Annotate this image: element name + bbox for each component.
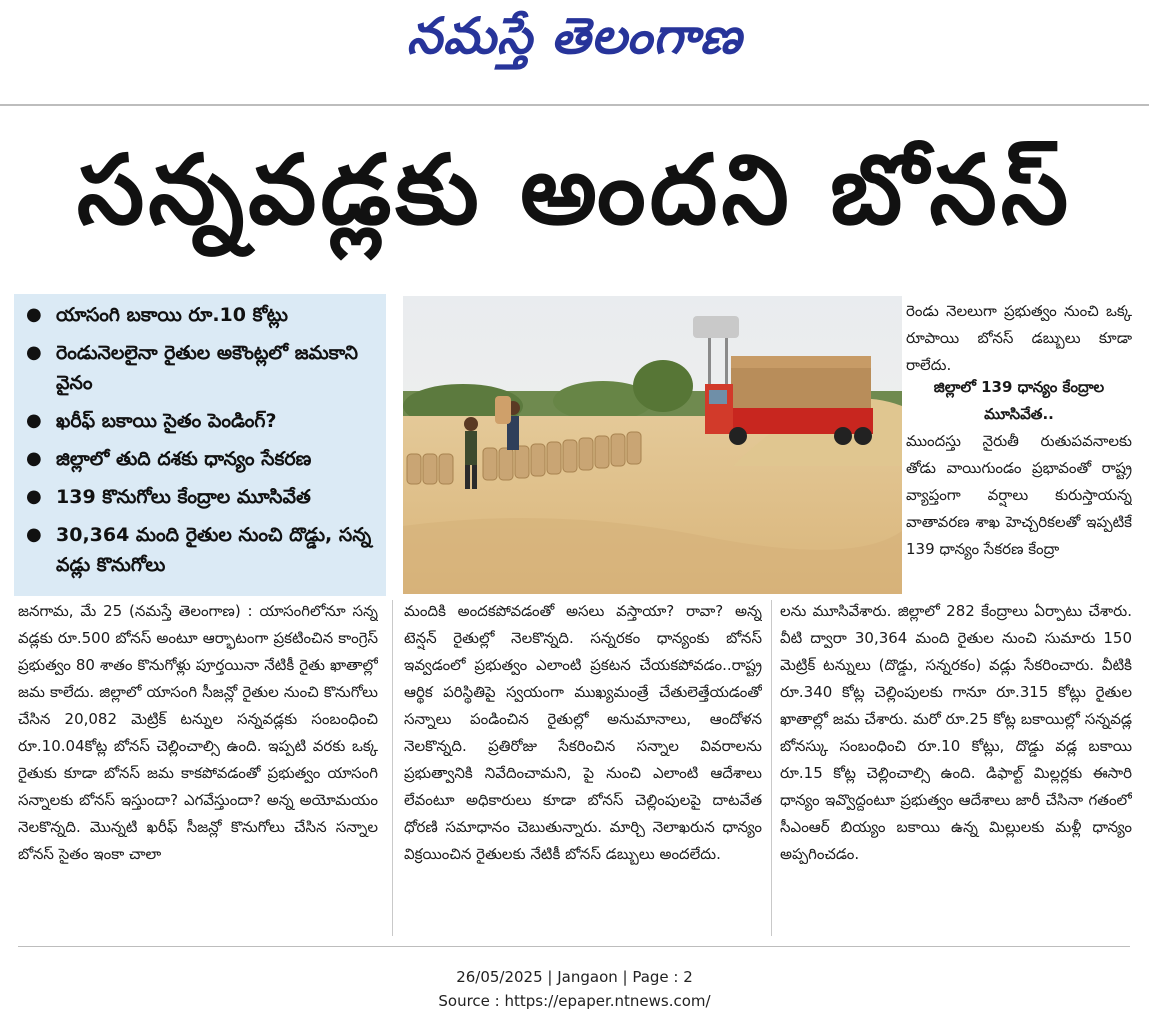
article-paragraph: రెండు నెలలుగా ప్రభుత్వం నుంచి ఒక్క రూపాయి బోనస్ డబ్బులు కూడా రాలేదు. (906, 302, 1132, 374)
highlights-box (14, 294, 386, 596)
footer-divider (18, 946, 1130, 947)
paddy-procurement-photo (403, 296, 902, 594)
highlight-text: 30,364 మంది రైతుల నుంచి దొడ్డు, సన్న వడ్లు కొనుగోలు (56, 524, 372, 576)
article-paragraph: లను మూసివేశారు. జిల్లాలో 282 కేంద్రాలు ఏర్పాటు చేశారు. వీటి ద్వారా 30,364 మంది రైతుల నుంచి సుమారు 150 మెట్రిక్ టన్నులు (దొడ్డు, సన్నరకం) వడ్లు సేకరించారు. వీటికి రూ.340 కోట్ల చెల్లింపులకు గానూ రూ.315 కోట్లు రైతుల ఖాతాల్లో జమ చేశారు. మరో రూ.25 కోట్ల బకాయిల్లో సన్నవడ్ల బోనస్కు సంబంధించి రూ.10 కోట్లు, దొడ్డు వడ్ల బకాయి రూ.15 కోట్ల చెల్లించాల్సి ఉంది. డిఫాల్ట్ మిల్లర్లకు ఈసారి ధాన్యం ఇవ్వొద్దంటూ ప్రభుత్వం ఆదేశాలు జారీ చేసినా గతంలో సీఎంఆర్ బియ్యం బకాయి ఉన్న మిల్లులకు మళ్లీ ధాన్యం అప్పగించడం. (780, 602, 1132, 863)
article-paragraph: ముందస్తు నైరుతీ రుతుపవనాలకు తోడు వాయిగుండం ప్రభావంతో రాష్ట్ర వ్యాప్తంగా వర్షాలు కురుస్తాయన్న వాతావరణ శాఖ హెచ్చరికలతో ఇప్పటికే 139 ధాన్యం సేకరణ కేంద్రా (906, 432, 1132, 558)
photo-illustration (403, 296, 902, 594)
highlight-text: ఖరీఫ్ బకాయి సైతం పెండింగ్? (56, 410, 277, 432)
bullet-icon: ● (26, 410, 42, 431)
article-paragraph: జనగామ, మే 25 (నమస్తే తెలంగాణ) : యాసంగిలోనూ సన్న వడ్లకు రూ.500 బోనస్ అంటూ ఆర్భాటంగా ప్రకటించిన కాంగ్రెస్ ప్రభుత్వం 80 శాతం కొనుగోళ్లు పూర్తయినా నేటికీ రైతు ఖాతాల్లో జమ కాలేదు. జిల్లాలో యాసంగి సీజన్లో రైతుల నుంచి కొనుగోలు చేసిన 20,082 మెట్రిక్ టన్నుల సన్నవడ్లకు సంబంధించి రూ.10.04కోట్ల బోనస్ చెల్లించాల్సి ఉంది. ఇప్పటి వరకు ఒక్క రైతుకు కూడా బోనస్ జమ కాకపోవడంతో ప్రభుత్వం యాసంగి సన్నాలకు బోనస్ ఇస్తుందా? ఎగవేస్తుందా? అన్న అయోమయం నెలకొన్నది. మొన్నటి ఖరీఫ్ సీజన్లో కొనుగోలు చేసిన సన్నాల బోనస్ సైతం ఇంకా చాలా (18, 602, 378, 863)
article-paragraph: మందికి అందకపోవడంతో అసలు వస్తాయా? రావా? అన్న టెన్షన్ రైతుల్లో నెలకొన్నది. సన్నరకం ధాన్యంకు బోనస్ ఇవ్వడంలో ప్రభుత్వం ఎలాంటి ప్రకటన చేయకపోవడం..రాష్ట్ర ఆర్థిక పరిస్థితిపై స్వయంగా ముఖ్యమంత్రే చేతులెత్తేయడంతో సన్నాలు పండించిన రైతుల్లో అనుమానాలు, ఆందోళన నెలకొన్నది. ప్రతిరోజు సేకరించిన సన్నాల వివరాలను ప్రభుత్వానికి నివేదించామని, పై నుంచి ఎలాంటి ఆదేశాలు లేవంటూ అధికారులు కూడా బోనస్ చెల్లింపులపై దాటవేత ధోరణి సమాధానం చెబుతున్నారు. మార్చి నెలాఖరున ధాన్యం విక్రయించిన రైతులకు నేటికీ బోనస్ డబ్బులు అందలేదు. (404, 602, 762, 863)
column-divider (771, 600, 772, 936)
footer-meta: 26/05/2025 | Jangaon | Page : 2 (456, 968, 693, 986)
highlight-text: 139 కొనుగోలు కేంద్రాల మూసివేత (56, 486, 311, 508)
bullet-icon: ● (26, 304, 42, 325)
masthead (0, 0, 1149, 84)
article-subhead: జిల్లాలో 139 ధాన్యం కేంద్రాల మూసివేత.. (933, 378, 1105, 423)
masthead-logo: నమస్తే తెలంగాణ (406, 6, 743, 65)
article-column-1 (18, 598, 378, 942)
highlight-item (26, 444, 376, 474)
bullet-icon: ● (26, 524, 42, 545)
highlight-text: జిల్లాలో తుది దశకు ధాన్యం సేకరణ (56, 448, 312, 470)
highlight-item (26, 482, 376, 512)
article-column-3-body (906, 428, 1132, 598)
article-column-3-continued (780, 598, 1132, 942)
highlight-text: రెండునెలలైనా రైతుల అకౌంట్లలో జమకాని వైనం (56, 342, 358, 394)
bullet-icon: ● (26, 448, 42, 469)
highlight-item (26, 406, 376, 436)
highlight-item (26, 300, 376, 330)
highlight-item (26, 338, 376, 398)
column-divider (392, 600, 393, 936)
highlight-item (26, 520, 376, 580)
footer-source: Source : https://epaper.ntnews.com/ (438, 992, 711, 1010)
bullet-icon: ● (26, 342, 42, 363)
bullet-icon: ● (26, 486, 42, 507)
headline: సన్నవడ్లకు అందని బోనస్ (76, 134, 1073, 246)
highlight-text: యాసంగి బకాయి రూ.10 కోట్లు (56, 304, 288, 326)
masthead-divider (0, 104, 1149, 106)
article-column-2 (404, 598, 762, 942)
